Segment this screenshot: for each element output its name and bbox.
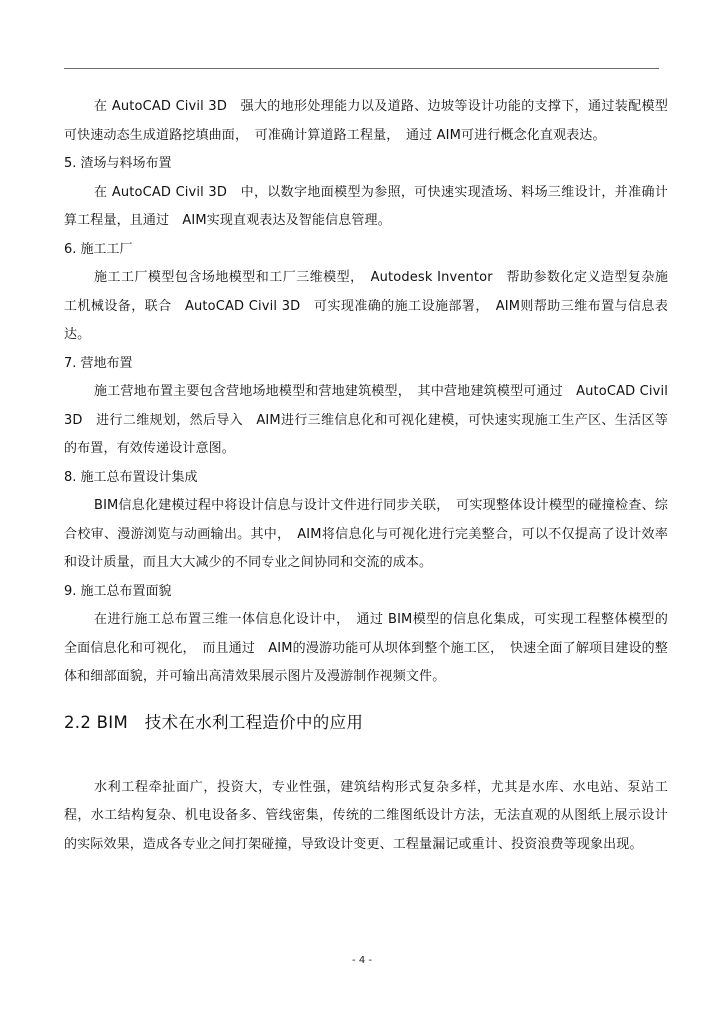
paragraph-design-integration: BIM信息化建模过程中将设计信息与设计文件进行同步关联， 可实现整体设计模型的碰撞检查、综合校审、漫游浏览与动画输出。其中， AIM将信息化与可视化进行完美整合，可以不仅提高了设计效率和设计质量，而且大大减少的不同专业之间协同和交流的成本。 xyxy=(64,498,668,570)
document-body xyxy=(64,93,668,859)
paragraph-layout-appearance: 在进行施工总布置三维一体信息化设计中， 通过 BIM模型的信息化集成，可实现工程整体模型的全面信息化和可视化， 而且通过 AIM的漫游功能可从坝体到整个施工区， 快速全面了解项目建设的整体和细部面貌，并可输出高清效果展示图片及漫游制作视频文件。 xyxy=(64,612,668,684)
paragraph-road-design: 在 AutoCAD Civil 3D 强大的地形处理能力以及道路、边坡等设计功能的支撑下，通过装配模型可快速动态生成道路挖填曲面， 可准确计算道路工程量， 通过 AIM可进行概念化直观表达。 xyxy=(64,99,668,143)
list-item-construction-plant: 6. 施工工厂 xyxy=(64,241,133,257)
list-item-camp-layout: 7. 营地布置 xyxy=(64,355,133,371)
list-item-layout-appearance: 9. 施工总布置面貌 xyxy=(64,583,172,599)
paragraph-spoil-yard: 在 AutoCAD Civil 3D 中，以数字地面模型为参照，可快速实现渣场、料场三维设计，并准确计算工程量，且通过 AIM实现直观表达及智能信息管理。 xyxy=(64,184,668,228)
header-rule xyxy=(64,68,659,69)
paragraph-construction-plant: 施工工厂模型包含场地模型和工厂三维模型， Autodesk Inventor 帮助参数化定义造型复杂施工机械设备，联合 AutoCAD Civil 3D 可实现准确的施工设施部署， AIM则帮助三维布置与信息表达。 xyxy=(64,270,668,342)
section-title: 2.2 BIM 技术在水利工程造价中的应用 xyxy=(64,712,364,732)
page-number: - 4 - xyxy=(352,955,372,966)
paragraph-camp-layout: 施工营地布置主要包含营地场地模型和营地建筑模型， 其中营地建筑模型可通过 AutoCAD Civil 3D 进行二维规划，然后导入 AIM进行三维信息化和可视化建模，可快速实现施工生产区、生活区等的布置，有效传递设计意图。 xyxy=(64,384,668,456)
list-item-design-integration: 8. 施工总布置设计集成 xyxy=(64,469,198,485)
list-item-spoil-yard: 5. 渣场与料场布置 xyxy=(64,156,172,171)
paragraph-cost-application: 水利工程牵扯面广，投资大，专业性强，建筑结构形式复杂多样，尤其是水库、水电站、泵站工程，水工结构复杂、机电设备多、管线密集，传统的二维图纸设计方法，无法直观的从图纸上展示设计的实际效果，造成各专业之间打架碰撞，导致设计变更、工程量漏记或重计、投资浪费等现象出现。 xyxy=(64,779,668,852)
